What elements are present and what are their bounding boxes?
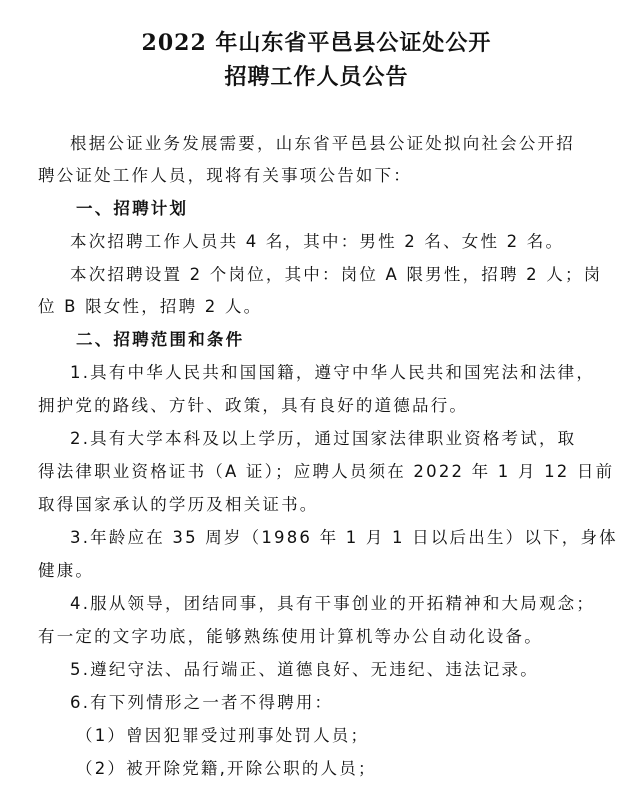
paragraph-line: 得法律职业资格证书（A 证）；应聘人员须在 2022 年 1 月 12 日前 [38,462,615,481]
paragraph-line: 位 B 限女性，招聘 2 人。 [38,297,263,316]
paragraph-line: 根据公证业务发展需要，山东省平邑县公证处拟向社会公开招 [70,134,575,153]
paragraph-line: 5.遵纪守法、品行端正、道德良好、无违纪、违法记录。 [70,660,539,679]
paragraph-line: 拥护党的路线、方针、政策，具有良好的道德品行。 [38,396,469,415]
paragraph-line: 本次招聘设置 2 个岗位，其中：岗位 A 限男性，招聘 2 人；岗 [70,265,603,284]
paragraph-line: 4.服从领导，团结同事，具有干事创业的开拓精神和大局观念； [70,594,596,613]
paragraph-line: 有一定的文字功底，能够熟练使用计算机等办公自动化设备。 [38,627,543,646]
paragraph-line: 3.年龄应在 35 周岁（1986 年 1 月 1 日以后出生）以下，身体 [70,528,618,547]
paragraph-line: 2.具有大学本科及以上学历，通过国家法律职业资格考试，取 [70,429,577,448]
paragraph-line: 聘公证处工作人员，现将有关事项公告如下： [38,166,412,185]
section-heading: 二、招聘范围和条件 [76,330,245,349]
paragraph-line: （2）被开除党籍,开除公职的人员； [76,759,377,778]
paragraph-line: 取得国家承认的学历及相关证书。 [38,495,319,514]
paragraph-line: 1.具有中华人民共和国国籍，遵守中华人民共和国宪法和法律， [70,363,596,382]
paragraph-line: 健康。 [38,561,95,580]
paragraph-line: 6.有下列情形之一者不得聘用： [70,693,334,712]
paragraph-line: 本次招聘工作人员共 4 名，其中：男性 2 名、女性 2 名。 [70,232,565,251]
document-title-line-2: 招聘工作人员公告 [224,64,409,90]
paragraph-line: （1）曾因犯罪受过刑事处罚人员； [76,726,370,745]
document-title-line-1: 2022 年山东省平邑县公证处公开 [141,30,492,56]
section-heading: 一、招聘计划 [76,199,189,218]
